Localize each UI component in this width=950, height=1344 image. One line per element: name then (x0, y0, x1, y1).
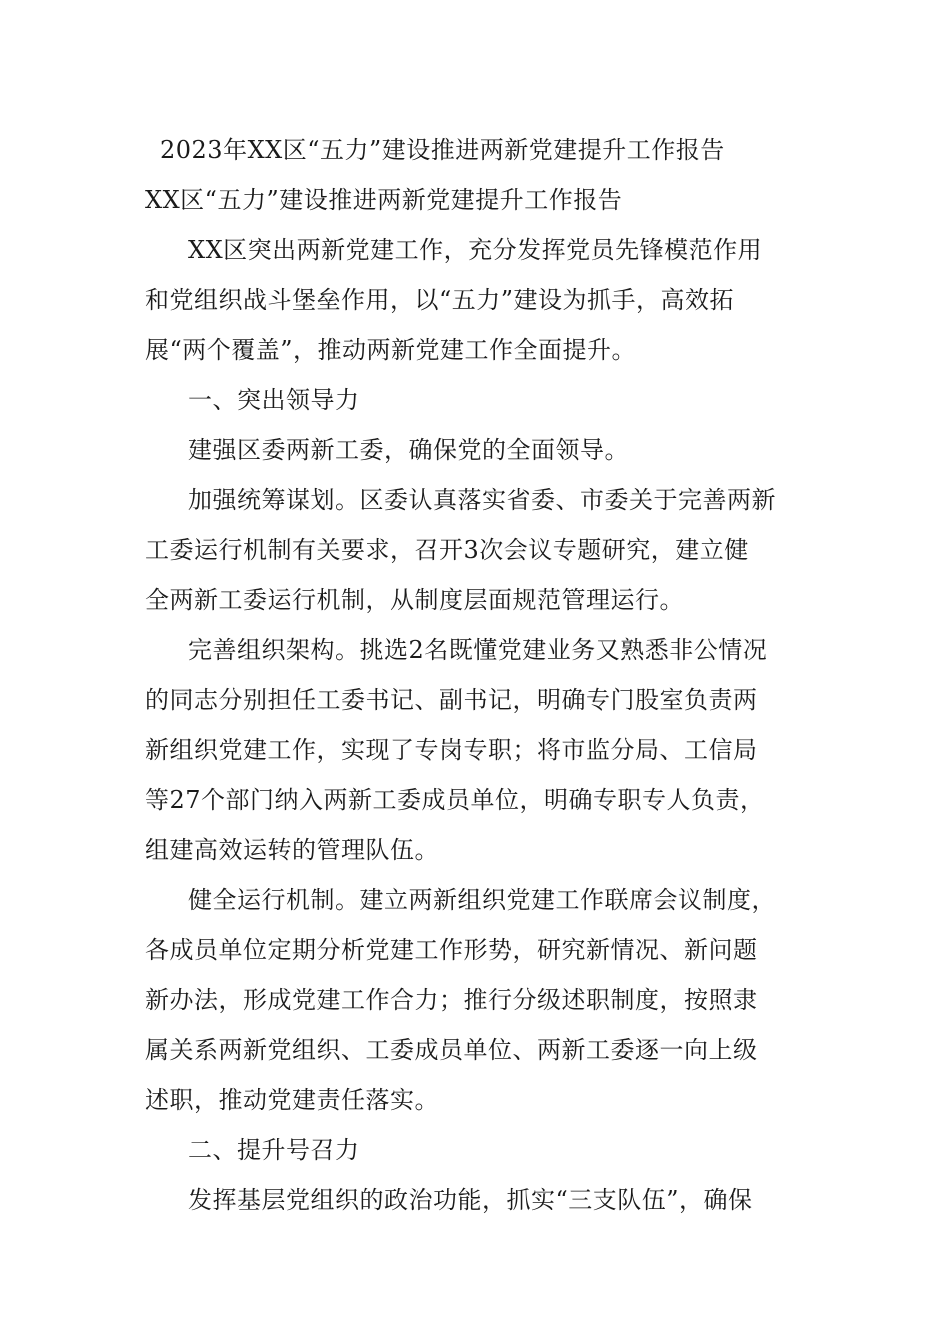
paragraph-line: 展“两个覆盖”，推动两新党建工作全面提升。 (145, 336, 637, 364)
paragraph-line: 等27个部门纳入两新工委成员单位，明确专职专人负责， (145, 786, 765, 814)
section-heading: 二、提升号召力 (188, 1136, 360, 1164)
document-subtitle: XX区“五力”建设推进两新党建提升工作报告 (145, 186, 623, 214)
paragraph-line: 加强统筹谋划。区委认真落实省委、市委关于完善两新 (188, 486, 776, 514)
paragraph-line: 新办法，形成党建工作合力；推行分级述职制度，按照隶 (145, 986, 758, 1014)
paragraph-line: 和党组织战斗堡垒作用，以“五力”建设为抓手，高效拓 (145, 286, 735, 314)
paragraph-line: XX区突出两新党建工作，充分发挥党员先锋模范作用 (188, 236, 763, 264)
paragraph-line: 健全运行机制。建立两新组织党建工作联席会议制度， (188, 886, 776, 914)
document-title: 2023年XX区“五力”建设推进两新党建提升工作报告 (160, 136, 725, 164)
paragraph-line: 发挥基层党组织的政治功能，抓实“三支队伍”，确保 (188, 1186, 753, 1214)
paragraph-line: 新组织党建工作，实现了专岗专职；将市监分局、工信局 (145, 736, 758, 764)
paragraph-line: 的同志分别担任工委书记、副书记，明确专门股室负责两 (145, 686, 758, 714)
paragraph-line: 各成员单位定期分析党建工作形势，研究新情况、新问题 (145, 936, 758, 964)
paragraph-line: 完善组织架构。挑选2名既懂党建业务又熟悉非公情况 (188, 636, 768, 664)
paragraph-line: 全两新工委运行机制，从制度层面规范管理运行。 (145, 586, 684, 614)
paragraph-line: 建强区委两新工委，确保党的全面领导。 (188, 436, 629, 464)
paragraph-line: 属关系两新党组织、工委成员单位、两新工委逐一向上级 (145, 1036, 758, 1064)
paragraph-line: 组建高效运转的管理队伍。 (145, 836, 439, 864)
paragraph-line: 工委运行机制有关要求，召开3次会议专题研究，建立健 (145, 536, 749, 564)
paragraph-line: 述职，推动党建责任落实。 (145, 1086, 439, 1114)
section-heading: 一、突出领导力 (188, 386, 360, 414)
